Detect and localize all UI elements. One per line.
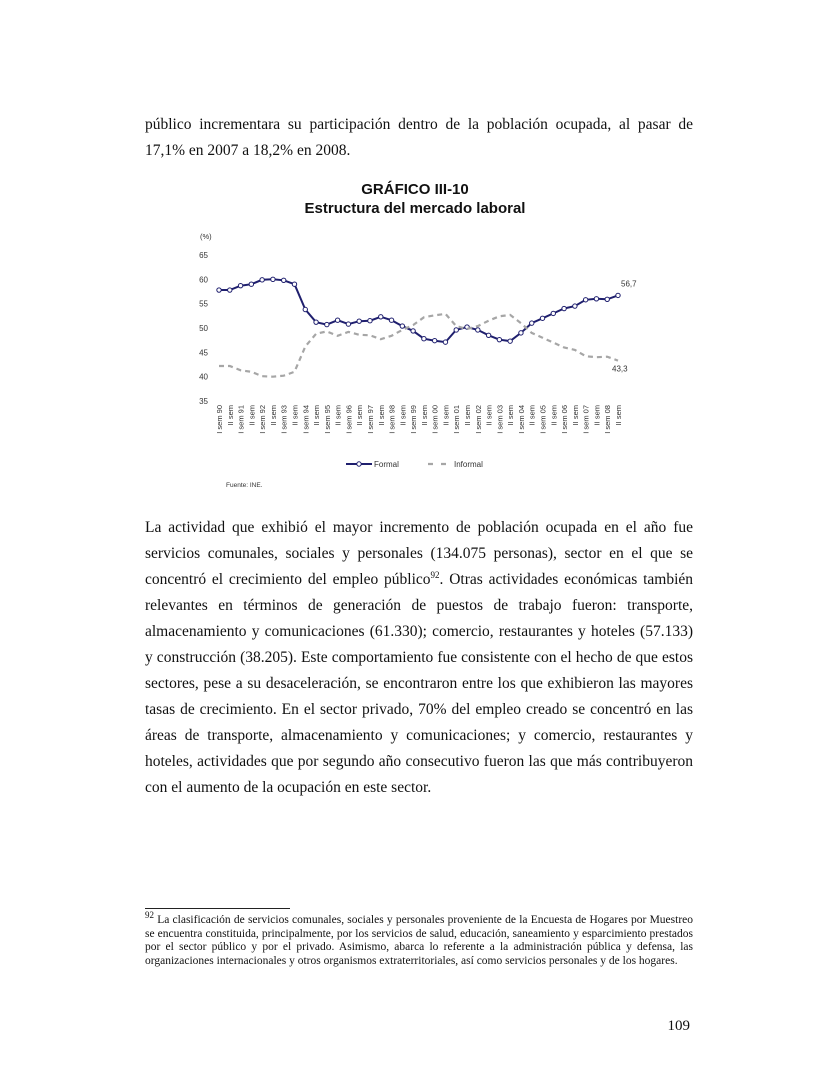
x-tick-label: II sem: [398, 405, 408, 426]
x-tick-label: I sem 00: [430, 405, 440, 434]
data-point-formal: [540, 316, 544, 320]
body-paragraph-text-1: La actividad que exhibió el mayor incremento de población ocupada en el año fue servicios comunales, sociales y personales (134.075 personas), sector en el que se concentró el crecimiento del empleo público: [145, 519, 693, 588]
x-tick-label: II sem: [527, 405, 537, 426]
body-paragraph: [145, 515, 693, 801]
footnote-divider: [145, 908, 290, 909]
legend-label-informal: Informal: [454, 460, 483, 469]
data-point-formal: [594, 297, 598, 301]
data-point-formal: [497, 337, 501, 341]
data-point-formal: [379, 315, 383, 319]
y-tick-label: 65: [199, 251, 208, 260]
x-tick-label: I sem 91: [236, 405, 246, 434]
x-tick-label: II sem: [268, 405, 278, 426]
x-tick-label: II sem: [355, 405, 365, 426]
x-tick-label: I sem 95: [322, 405, 332, 434]
data-point-formal: [454, 328, 458, 332]
data-point-formal: [605, 297, 609, 301]
x-tick-label: I sem 94: [301, 405, 311, 434]
line-chart: [0, 0, 834, 500]
data-point-formal: [325, 322, 329, 326]
data-point-formal: [357, 319, 361, 323]
data-point-formal: [303, 307, 307, 311]
data-point-formal: [314, 320, 318, 324]
footnote: [145, 910, 693, 968]
data-point-formal: [551, 311, 555, 315]
x-tick-label: II sem: [376, 405, 386, 426]
data-point-formal: [422, 337, 426, 341]
data-point-formal: [249, 282, 253, 286]
data-point-formal: [508, 339, 512, 343]
data-point-formal: [411, 329, 415, 333]
page-number: 109: [667, 1018, 690, 1034]
series-line-formal: [219, 279, 618, 342]
x-tick-label: II sem: [570, 405, 580, 426]
y-tick-label: 45: [199, 348, 208, 358]
x-tick-label: I sem 98: [387, 405, 397, 434]
x-tick-label: II sem: [441, 405, 451, 426]
x-tick-label: I sem 99: [409, 405, 419, 434]
legend-label-formal: Formal: [374, 460, 399, 469]
x-tick-label: II sem: [614, 405, 623, 426]
data-point-formal: [432, 338, 436, 342]
y-axis-label: (%): [200, 232, 212, 241]
x-tick-label: I sem 06: [560, 405, 570, 434]
x-tick-label: II sem: [484, 405, 494, 426]
footnote-text: La clasificación de servicios comunales, sociales y personales proveniente de la Encuesta de Hogares por Muestreo se encuentra constituida, principalmente, por los servicios de salud, educación, saneamiento y esparcimiento prestados por el sector público y por el privado. Asimismo, abarca lo referente a la administración pública y defensa, las organizaciones internacionales y otros organismos extraterritoriales, así como servicios personales y de los hogares.: [145, 914, 693, 967]
x-tick-label: I sem 07: [581, 405, 591, 434]
x-tick-label: II sem: [592, 405, 602, 426]
x-tick-label: I sem 05: [538, 405, 548, 434]
footnote-reference[interactable]: 92: [430, 569, 440, 580]
x-tick-label: II sem: [312, 405, 322, 426]
data-point-formal: [368, 319, 372, 323]
data-point-formal: [400, 324, 404, 328]
x-tick-label: II sem: [247, 405, 257, 426]
x-tick-label: I sem 90: [215, 405, 224, 434]
end-label-formal: 56,7: [621, 279, 637, 289]
body-paragraph-text-2: . Otras actividades económicas también relevantes en términos de generación de puestos de trabajo fueron: transporte, almacenamiento y comunicaciones (61.330); comercio, restaurantes y hoteles (57.133) y construcción (38.205). Este comportamiento fue consistente con el hecho de que estos sectores, pese a su desaceleración, se encontraron entre los que exhibieron las mayores tasas de crecimiento. En el sector privado, 70% del empleo creado se concentró en las áreas de transporte, almacenamiento y comunicaciones; y comercio, restaurantes y hoteles, actividades que por segundo año consecutivo fueron las que más contribuyeron con el aumento de la ocupación en este sector.: [145, 571, 694, 796]
x-tick-label: II sem: [419, 405, 429, 426]
y-tick-label: 60: [199, 275, 208, 285]
x-tick-label: II sem: [549, 405, 559, 426]
data-point-formal: [562, 306, 566, 310]
x-tick-label: I sem 01: [452, 405, 462, 434]
x-tick-label: I sem 93: [279, 405, 289, 434]
legend-marker-formal: [357, 462, 361, 466]
data-point-formal: [616, 293, 620, 297]
x-tick-label: I sem 03: [495, 405, 505, 434]
x-tick-label: II sem: [506, 405, 516, 426]
x-tick-label: I sem 92: [258, 405, 268, 434]
chart-subtitle: Estructura del mercado laboral: [304, 200, 526, 217]
x-tick-label: I sem 08: [603, 405, 613, 434]
data-point-formal: [335, 318, 339, 322]
data-point-formal: [486, 333, 490, 337]
data-point-formal: [228, 288, 232, 292]
intro-paragraph: público incrementara su participación dentro de la población ocupada, al pasar de 17,1% en 2007 a 18,2% en 2008.: [145, 116, 693, 159]
data-point-formal: [346, 322, 350, 326]
data-point-formal: [271, 277, 275, 281]
x-tick-label: I sem 02: [473, 405, 483, 434]
data-point-formal: [292, 282, 296, 286]
data-point-formal: [443, 340, 447, 344]
x-tick-label: II sem: [225, 405, 235, 426]
data-point-formal: [217, 288, 221, 292]
data-point-formal: [519, 331, 523, 335]
x-tick-label: I sem 96: [344, 405, 354, 434]
x-tick-label: I sem 04: [516, 405, 526, 434]
data-point-formal: [238, 283, 242, 287]
x-tick-label: II sem: [290, 405, 300, 426]
footnote-number: 92: [145, 910, 154, 921]
data-point-formal: [260, 278, 264, 282]
data-point-formal: [583, 298, 587, 302]
series-line-informal: [219, 314, 618, 377]
y-tick-label: 50: [199, 324, 208, 333]
chart-source: Fuente: INE.: [226, 482, 263, 489]
x-tick-label: II sem: [333, 405, 343, 426]
x-tick-label: II sem: [463, 405, 473, 426]
end-label-informal: 43,3: [612, 364, 628, 374]
x-tick-label: I sem 97: [365, 405, 375, 434]
chart-title: GRÁFICO III-10: [361, 181, 469, 198]
data-point-formal: [389, 318, 393, 322]
y-tick-label: 55: [199, 299, 208, 309]
data-point-formal: [476, 328, 480, 332]
data-point-formal: [530, 321, 534, 325]
y-tick-label: 35: [199, 397, 208, 406]
y-tick-label: 40: [199, 372, 208, 382]
data-point-formal: [282, 278, 286, 282]
data-point-formal: [573, 304, 577, 308]
